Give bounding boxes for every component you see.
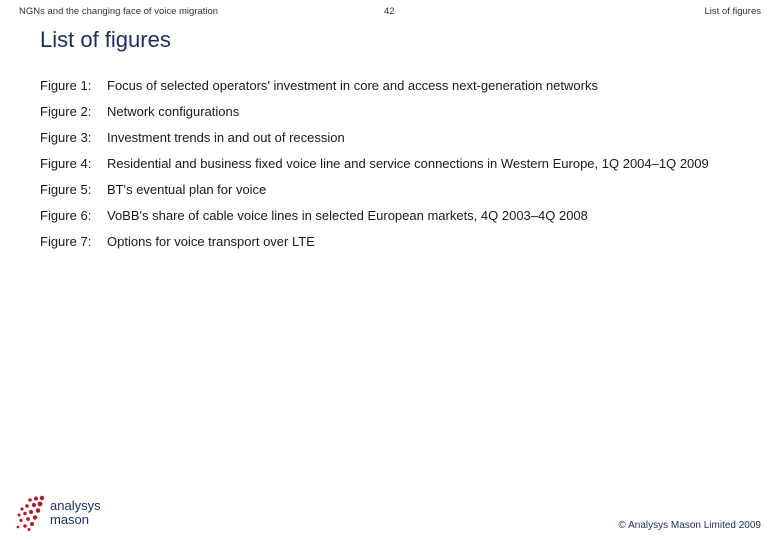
copyright-notice: © Analysys Mason Limited 2009 [618,520,761,531]
header-section-name: List of figures [704,6,761,17]
figure-number: Figure 7: [40,234,92,249]
figure-list-item[interactable] [40,77,740,94]
figure-number: Figure 4: [40,156,92,171]
figure-number: Figure 1: [40,78,92,93]
figure-caption: Residential and business fixed voice line and service connections in Western Europe, 1Q 2004–1Q 2009 [107,156,709,171]
figure-number: Figure 3: [40,130,92,145]
figure-number: Figure 6: [40,208,92,223]
figure-caption: BT's eventual plan for voice [107,182,267,197]
analysys-mason-logo [14,495,144,535]
figure-list-item[interactable] [40,103,740,120]
figure-list-item[interactable] [40,129,740,146]
figure-list-item[interactable] [40,155,740,172]
logo-dots-icon [14,495,48,531]
figure-list [40,77,740,259]
figure-number: Figure 5: [40,182,92,197]
figure-list-item[interactable] [40,207,740,224]
figure-number: Figure 2: [40,104,92,119]
figure-caption: Investment trends in and out of recession [107,130,345,145]
figure-list-item[interactable] [40,233,740,250]
logo-wordmark: analysys mason [50,498,101,527]
figure-caption: VoBB's share of cable voice lines in selected European markets, 4Q 2003–4Q 2008 [107,208,588,223]
page-title: List of figures [40,27,171,52]
figure-caption: Focus of selected operators' investment in core and access next-generation networks [107,78,598,93]
figure-list-item[interactable] [40,181,740,198]
figure-caption: Options for voice transport over LTE [107,234,315,249]
header-page-number: 42 [384,6,395,17]
figure-caption: Network configurations [107,104,240,119]
header-document-title: NGNs and the changing face of voice migration [19,6,219,17]
